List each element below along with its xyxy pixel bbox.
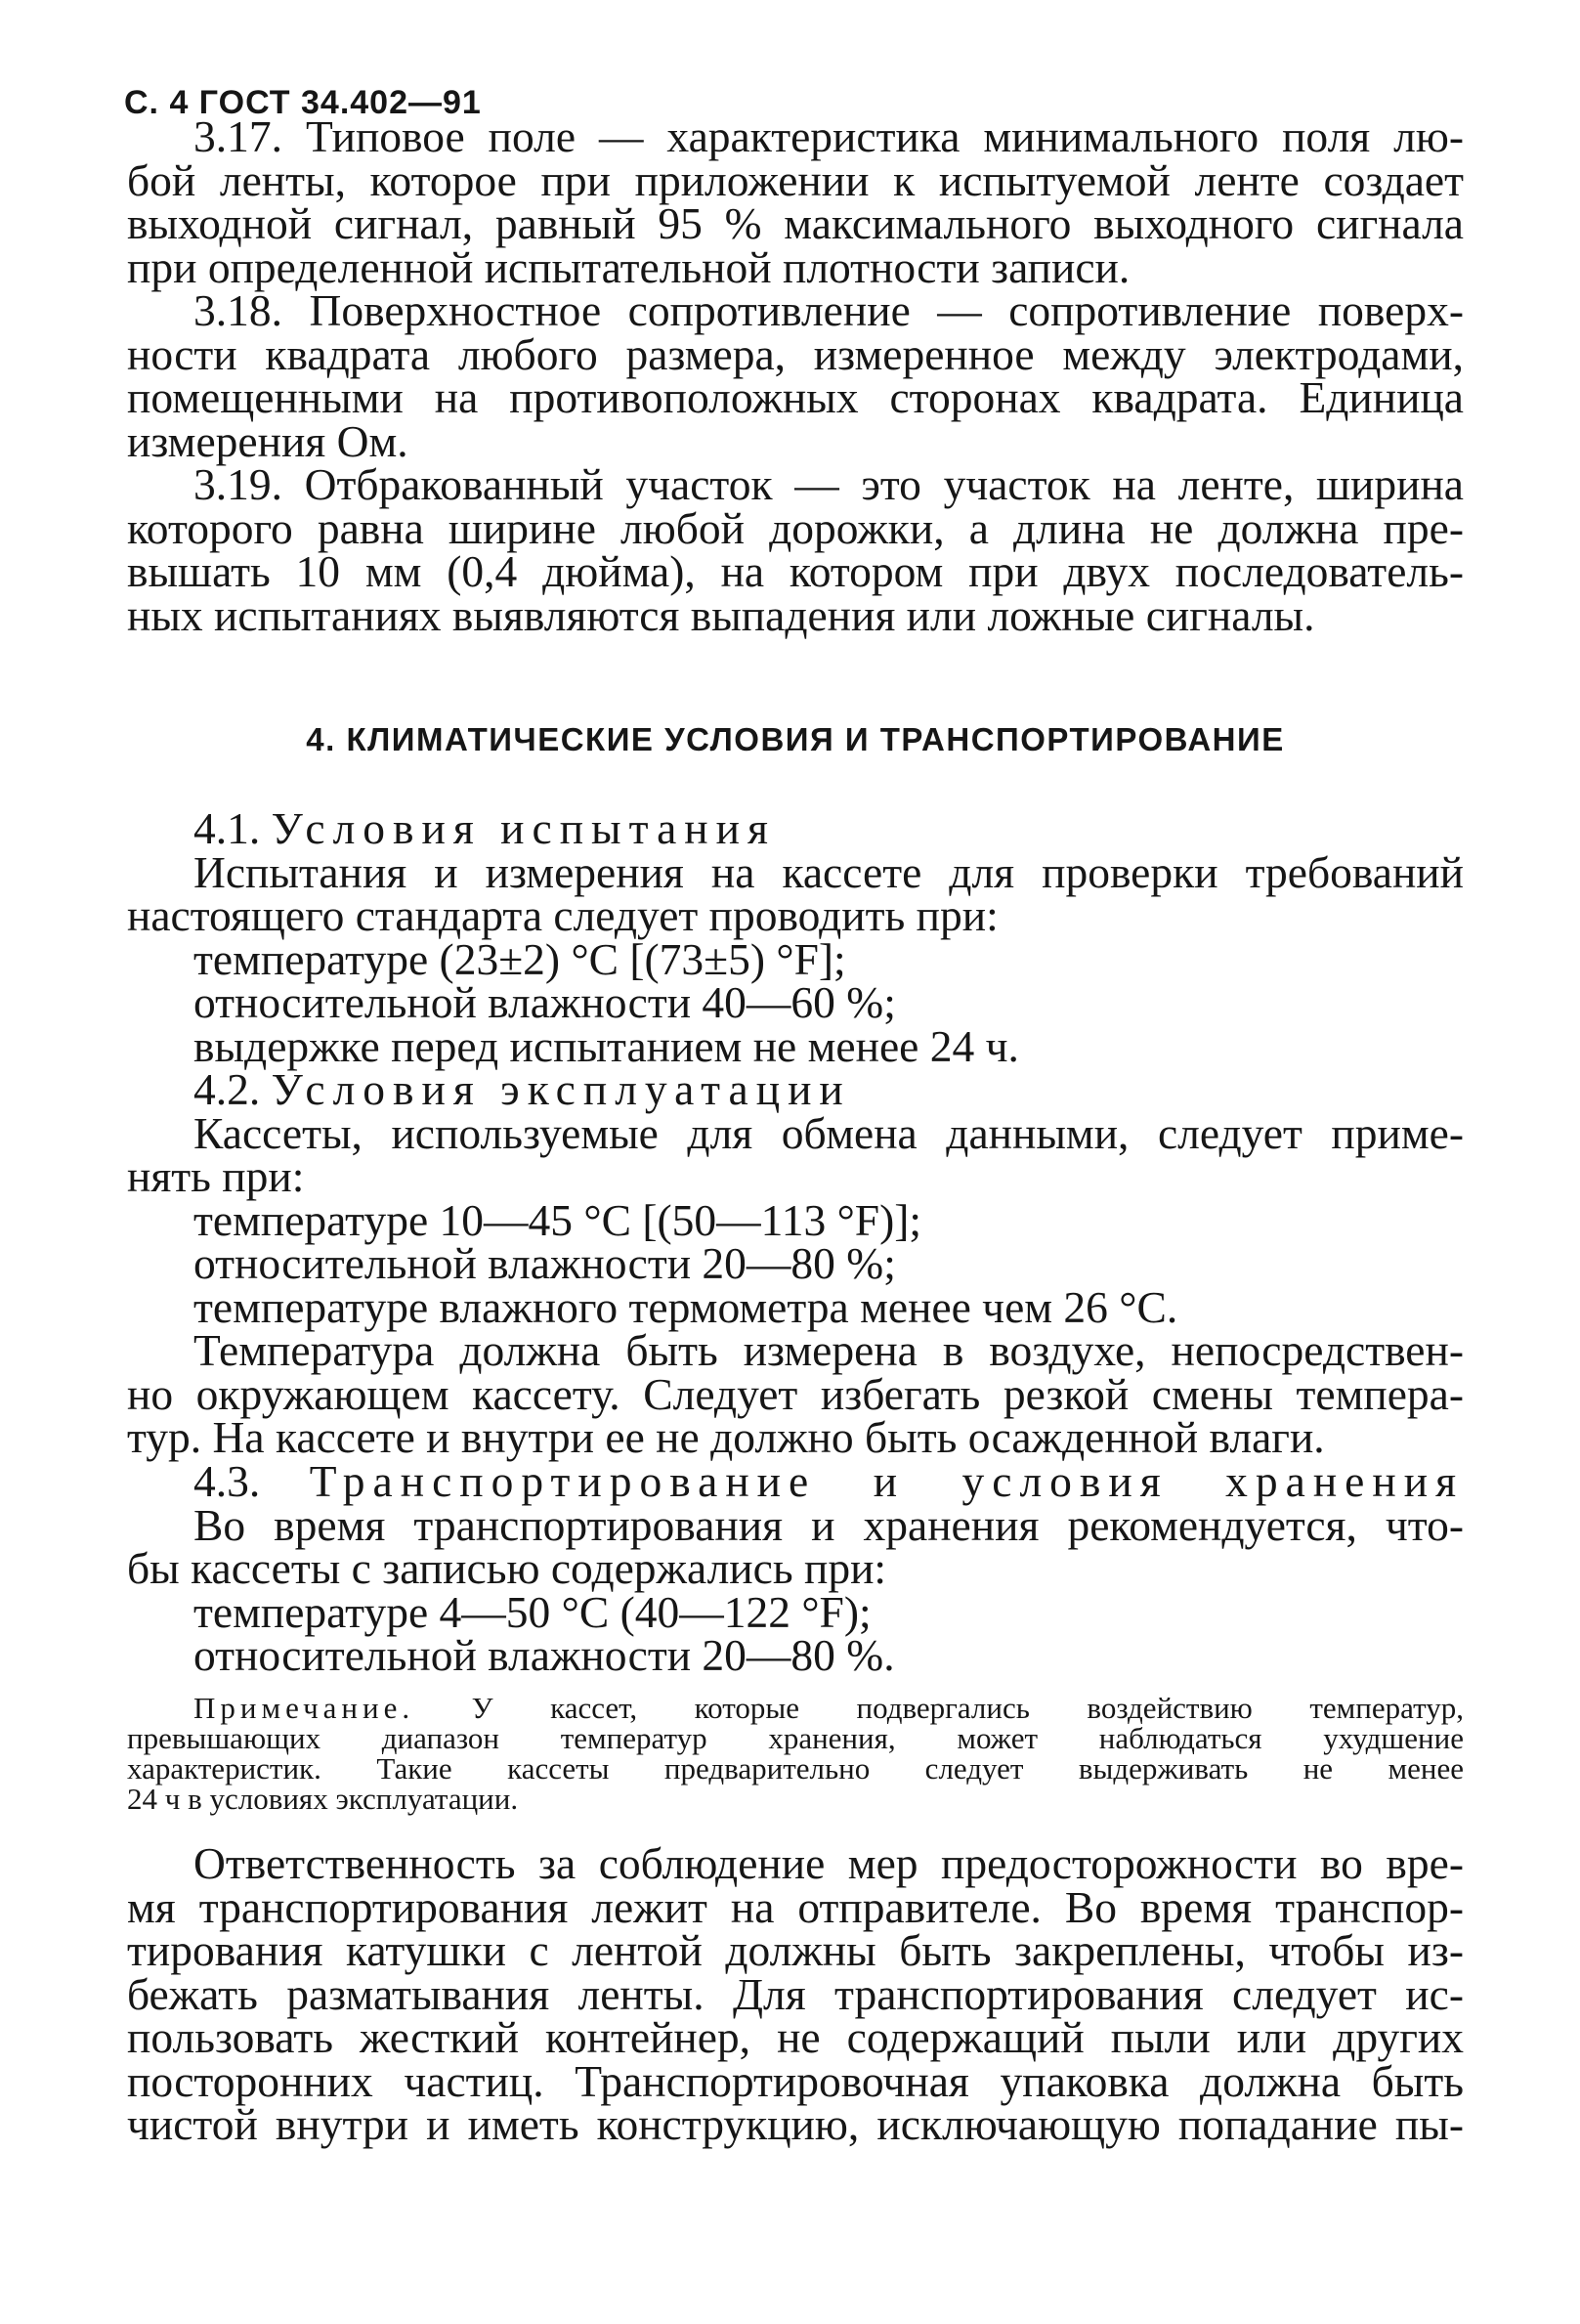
text-line: Температура должна быть измерена в воздухе, непосредствен- (193, 1325, 1464, 1375)
section-4-1 (127, 803, 1464, 1071)
text-line: нять при: (127, 1151, 305, 1201)
subsection-number: 4.3. (193, 1456, 261, 1506)
list-item: относительной влажности 40—60 %; (193, 977, 896, 1027)
text-line: посторонних частиц. Транспортировочная упаковка должна быть (127, 2055, 1464, 2106)
subsection-title (127, 1456, 1464, 1506)
list-item: относительной влажности 20—80 %. (193, 1630, 895, 1680)
subsection-number: 4.1. (193, 803, 261, 853)
subsection-title-text: Транспортирование и условия хранения (309, 1456, 1464, 1506)
running-header: С. 4 ГОСТ 34.402—91 (124, 84, 482, 121)
text-line: 3.19. Отбракованный участок — это участок на ленте, ширина (193, 459, 1464, 509)
text-line: Ответственность за соблюдение мер предосторожности во вре- (193, 1838, 1464, 1888)
text-line: Кассеты, используемые для обмена данными, следует приме- (193, 1107, 1464, 1158)
subsection-title (127, 1064, 1464, 1114)
text-line: бой ленты, которое при приложении к испытуемой ленте создает (127, 154, 1464, 205)
list-item: температуре 4—50 °С (40—122 °F); (193, 1586, 872, 1637)
text-line: Во время транспортирования и хранения рекомендуется, что- (193, 1499, 1464, 1550)
list-item: температуре (23±2) °С [(73±5) °F]; (193, 933, 846, 984)
text-line: помещенными на противоположных сторонах квадрата. Единица (127, 372, 1464, 422)
text-line: тирования катушки с лентой должны быть закреплены, чтобы из- (127, 1925, 1464, 1975)
text-line: чистой внутри и иметь конструкцию, исключающую попадание пы- (127, 2099, 1464, 2149)
text-line: 3.18. Поверхностное сопротивление — сопротивление поверх- (193, 285, 1464, 335)
note (127, 1693, 1464, 1814)
subsection-title-text: Условия эксплуатации (271, 1064, 851, 1114)
text-line: которого равна ширине любой дорожки, а длина не должна пре- (127, 502, 1464, 553)
list-item: выдержке перед испытанием не менее 24 ч. (193, 1020, 1019, 1071)
list-item: относительной влажности 20—80 %; (193, 1238, 896, 1288)
text-line: пользовать жесткий контейнер, не содержащий пыли или других (127, 2012, 1464, 2062)
section-4-2 (127, 1064, 1464, 1462)
list-item: температуре влажного термометра менее чем 26 °С. (193, 1281, 1178, 1332)
text-line: ных испытаниях выявляются выпадения или ложные сигналы. (127, 589, 1315, 640)
section-heading: 4. КЛИМАТИЧЕСКИЕ УСЛОВИЯ И ТРАНСПОРТИРОВАНИЕ (306, 721, 1285, 757)
text-line: тур. На кассете и внутри ее не должно быть осажденной влаги. (127, 1412, 1325, 1462)
subsection-title-text: Условия испытания (271, 803, 776, 853)
text-line: Испытания и измерения на кассете для проверки требований (193, 846, 1464, 897)
text-line: бежать разматывания ленты. Для транспортирования следует ис- (127, 1968, 1464, 2019)
final-paragraph (127, 1838, 1464, 2149)
text-line: но окружающем кассету. Следует избегать резкой смены темпера- (127, 1368, 1464, 1419)
text-line: настоящего стандарта следует проводить при: (127, 890, 999, 940)
section-4-3 (127, 1456, 1464, 1680)
note-first-line (127, 1693, 1464, 1723)
note-line: характеристик. Такие кассеты предварительно следует выдерживать не менее (127, 1751, 1464, 1786)
text-line: бы кассеты с записью содержались при: (127, 1543, 887, 1593)
text-line: мя транспортирования лежит на отправителе. Во время транспор- (127, 1881, 1464, 1932)
text-line: 3.17. Типовое поле — характеристика минимального поля лю- (193, 111, 1464, 161)
section-3-17 (127, 111, 1464, 292)
subsection-title (127, 803, 1464, 853)
list-item: температуре 10—45 °С [(50—113 °F)]; (193, 1194, 922, 1245)
subsection-number: 4.2. (193, 1064, 261, 1114)
note-line: 24 ч в условиях эксплуатации. (127, 1782, 519, 1816)
note-text: У кассет, которые подвергались воздействию температур, (471, 1691, 1464, 1725)
note-label: Примечание. (193, 1691, 415, 1725)
text-line: при определенной испытательной плотности записи. (127, 241, 1131, 292)
text-line: измерения Ом. (127, 415, 408, 466)
section-3-19 (127, 459, 1464, 640)
note-line: превышающих диапазон температур хранения, может наблюдаться ухудшение (127, 1721, 1464, 1755)
section-3-18 (127, 285, 1464, 466)
text-line: ности квадрата любого размера, измеренное между электродами, (127, 328, 1464, 379)
text-line: выходной сигнал, равный 95 % максимального выходного сигнала (127, 198, 1464, 248)
text-line: вышать 10 мм (0,4 дюйма), на котором при двух последователь- (127, 546, 1464, 596)
